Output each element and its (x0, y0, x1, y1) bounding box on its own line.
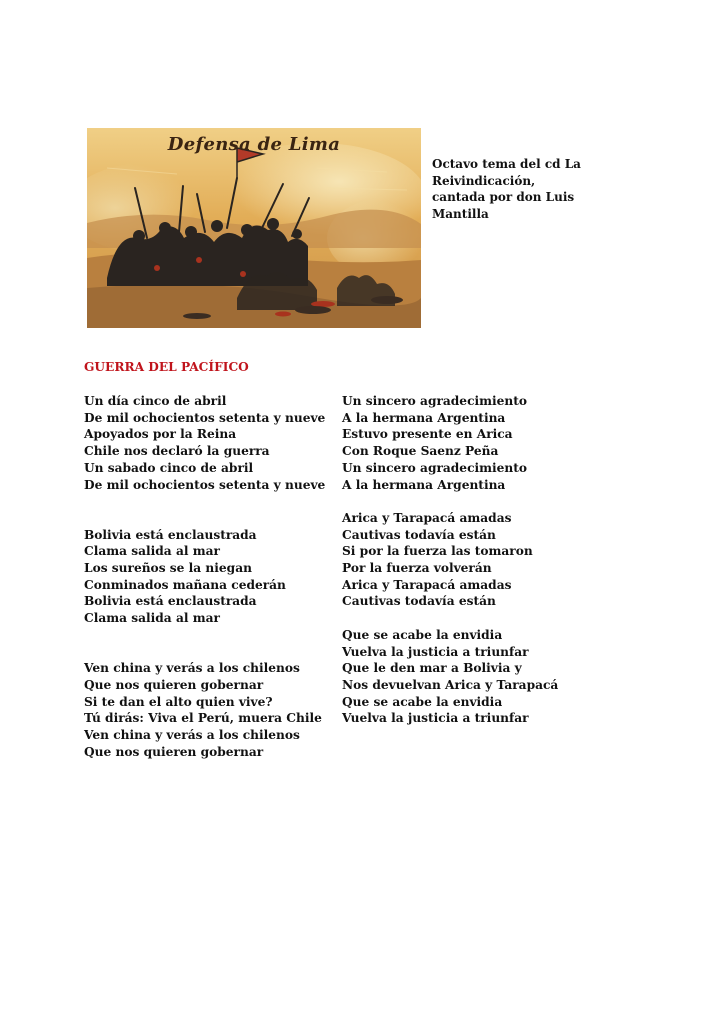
lyric-line: A la hermana Argentina (342, 410, 506, 425)
stanza (342, 393, 592, 493)
lyric-line: Bolivia está enclaustrada (84, 527, 257, 542)
lyric-line: Tú dirás: Viva el Perú, muera Chile (84, 711, 322, 726)
caption-line: Mantilla (432, 206, 489, 221)
lyric-line: Vuelva la justicia a triunfar (342, 711, 529, 726)
lyrics-left-column (84, 393, 334, 760)
stanza (342, 510, 592, 610)
song-title: GUERRA DEL PACÍFICO (84, 360, 249, 374)
stanza (84, 527, 334, 627)
lyric-line: Por la fuerza volverán (342, 561, 492, 576)
lyric-line: Si por la fuerza las tomaron (342, 544, 533, 559)
battle-painting-illustration (87, 128, 421, 328)
lyric-line: Con Roque Saenz Peña (342, 444, 499, 459)
lyric-line: Si te dan el alto quien vive? (84, 694, 273, 709)
lyric-line: Un sabado cinco de abril (84, 460, 254, 475)
lyric-line: De mil ochocientos setenta y nueve (84, 410, 326, 425)
lyric-line: Que se acabe la envidia (342, 627, 503, 642)
lyric-line: Cautivas todavía están (342, 594, 496, 609)
painting-title: Defensa de Lima (167, 134, 341, 155)
stanza-spacer (342, 493, 592, 510)
lyric-line: Que nos quieren gobernar (84, 677, 264, 692)
stanza (342, 627, 592, 727)
lyric-line: Clama salida al mar (84, 544, 220, 559)
lyric-line: Ven china y verás a los chilenos (84, 728, 300, 743)
lyric-line: Estuvo presente en Arica (342, 427, 513, 442)
lyric-line: A la hermana Argentina (342, 477, 506, 492)
lyric-line: Nos devuelvan Arica y Tarapacá (342, 677, 559, 692)
lyric-line: De mil ochocientos setenta y nueve (84, 477, 326, 492)
lyric-line: Que le den mar a Bolivia y (342, 661, 522, 676)
lyric-line: Vuelva la justicia a triunfar (342, 644, 529, 659)
lyric-line: Un día cinco de abril (84, 394, 227, 408)
lyric-line: Un sincero agradecimiento (342, 394, 528, 408)
stanza (84, 660, 334, 760)
lyric-line: Clama salida al mar (84, 611, 220, 626)
lyric-line: Apoyados por la Reina (84, 427, 237, 442)
lyric-line: Arica y Tarapacá amadas (342, 510, 512, 525)
lyric-line: Los sureños se la niegan (84, 561, 252, 576)
stanza (84, 393, 334, 493)
lyric-line: Conminados mañana cederán (84, 577, 286, 592)
painting-caption (432, 156, 592, 222)
caption-line: Reivindicación, (432, 173, 536, 188)
lyric-line: Cautivas todavía están (342, 527, 496, 542)
lyrics-right-column (342, 393, 592, 727)
lyric-line: Arica y Tarapacá amadas (342, 577, 512, 592)
stanza-spacer (84, 627, 334, 660)
stanza-spacer (84, 493, 334, 526)
caption-line: cantada por don Luis (432, 190, 575, 205)
lyric-line: Ven china y verás a los chilenos (84, 661, 300, 676)
painting-image (87, 128, 421, 328)
lyric-line: Chile nos declaró la guerra (84, 444, 270, 459)
lyric-line: Un sincero agradecimiento (342, 460, 528, 475)
caption-line: Octavo tema del cd La (432, 157, 581, 171)
lyric-line: Que se acabe la envidia (342, 694, 503, 709)
lyric-line: Que nos quieren gobernar (84, 744, 264, 759)
stanza-spacer (342, 610, 592, 627)
lyric-line: Bolivia está enclaustrada (84, 594, 257, 609)
